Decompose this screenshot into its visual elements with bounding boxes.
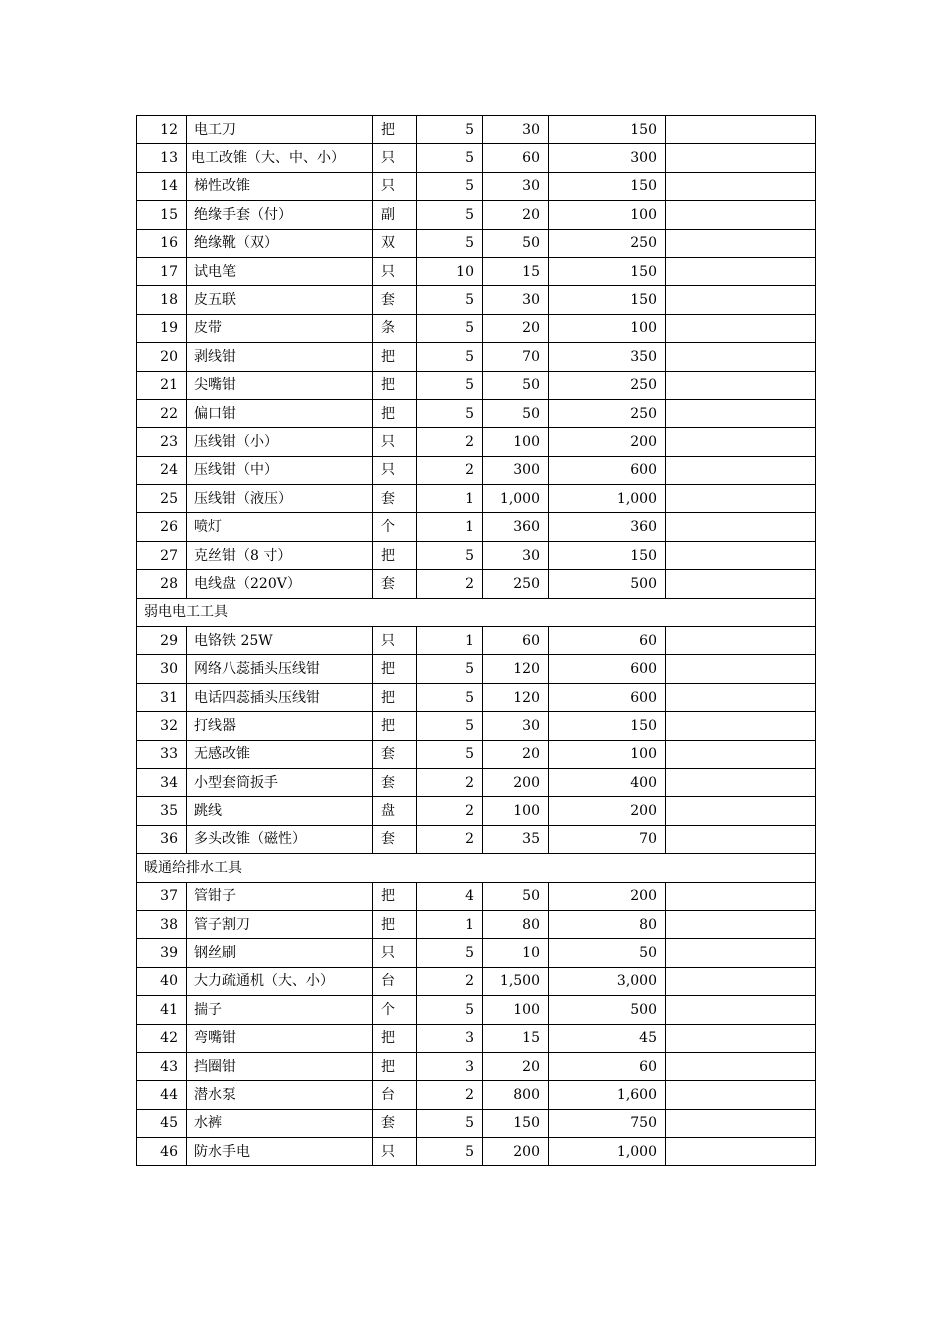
item-unit-price: 300 (483, 456, 549, 484)
table-row (137, 1052, 816, 1080)
item-name: 电工刀 (187, 116, 373, 144)
item-unit: 套 (373, 825, 417, 853)
item-number: 18 (137, 286, 187, 314)
item-number: 45 (137, 1109, 187, 1137)
item-name: 梯性改锥 (187, 172, 373, 200)
item-quantity: 1 (417, 513, 483, 541)
item-name: 电线盘（220V） (187, 570, 373, 598)
table-row (137, 740, 816, 768)
item-unit: 台 (373, 967, 417, 995)
item-quantity: 5 (417, 371, 483, 399)
item-note (666, 996, 816, 1024)
item-name: 跳线 (187, 797, 373, 825)
item-note (666, 1138, 816, 1166)
item-total: 150 (549, 286, 666, 314)
item-unit-price: 60 (483, 627, 549, 655)
item-total: 150 (549, 712, 666, 740)
table-row (137, 286, 816, 314)
item-unit: 套 (373, 768, 417, 796)
item-unit: 套 (373, 740, 417, 768)
item-quantity: 5 (417, 1138, 483, 1166)
item-total: 1,000 (549, 1138, 666, 1166)
item-unit: 把 (373, 371, 417, 399)
item-quantity: 5 (417, 740, 483, 768)
item-quantity: 1 (417, 485, 483, 513)
item-note (666, 116, 816, 144)
item-number: 35 (137, 797, 187, 825)
item-name: 电铬铁 25W (187, 627, 373, 655)
item-note (666, 541, 816, 569)
item-unit: 套 (373, 1109, 417, 1137)
item-unit-price: 30 (483, 286, 549, 314)
item-unit-price: 20 (483, 1052, 549, 1080)
item-number: 22 (137, 399, 187, 427)
item-name: 压线钳（小） (187, 428, 373, 456)
item-note (666, 286, 816, 314)
item-unit-price: 150 (483, 1109, 549, 1137)
item-number: 37 (137, 882, 187, 910)
item-name: 弯嘴钳 (187, 1024, 373, 1052)
item-name: 挡圈钳 (187, 1052, 373, 1080)
table-row (137, 343, 816, 371)
item-quantity: 5 (417, 996, 483, 1024)
item-total: 600 (549, 655, 666, 683)
item-number: 43 (137, 1052, 187, 1080)
item-total: 70 (549, 825, 666, 853)
item-total: 200 (549, 797, 666, 825)
item-total: 300 (549, 144, 666, 172)
item-quantity: 5 (417, 399, 483, 427)
item-unit: 把 (373, 1052, 417, 1080)
item-name: 克丝钳（8 寸） (187, 541, 373, 569)
item-total: 350 (549, 343, 666, 371)
table-row (137, 655, 816, 683)
item-total: 150 (549, 541, 666, 569)
table-row (137, 172, 816, 200)
item-note (666, 882, 816, 910)
item-number: 19 (137, 314, 187, 342)
table-row (137, 825, 816, 853)
item-quantity: 5 (417, 712, 483, 740)
item-unit: 套 (373, 286, 417, 314)
item-unit: 把 (373, 712, 417, 740)
table-row (137, 513, 816, 541)
item-quantity: 2 (417, 768, 483, 796)
item-quantity: 10 (417, 257, 483, 285)
item-note (666, 910, 816, 938)
item-unit: 只 (373, 1138, 417, 1166)
item-number: 26 (137, 513, 187, 541)
item-quantity: 2 (417, 797, 483, 825)
item-unit-price: 50 (483, 229, 549, 257)
item-note (666, 343, 816, 371)
table-row (137, 627, 816, 655)
item-total: 100 (549, 201, 666, 229)
item-note (666, 428, 816, 456)
item-total: 400 (549, 768, 666, 796)
table-row (137, 541, 816, 569)
item-total: 150 (549, 116, 666, 144)
item-unit-price: 10 (483, 939, 549, 967)
item-number: 27 (137, 541, 187, 569)
item-note (666, 570, 816, 598)
item-quantity: 5 (417, 541, 483, 569)
item-unit-price: 50 (483, 371, 549, 399)
item-number: 21 (137, 371, 187, 399)
item-quantity: 2 (417, 456, 483, 484)
table-row (137, 257, 816, 285)
item-unit: 把 (373, 399, 417, 427)
item-note (666, 1109, 816, 1137)
table-row (137, 967, 816, 995)
item-total: 100 (549, 740, 666, 768)
item-unit-price: 360 (483, 513, 549, 541)
item-unit-price: 1,500 (483, 967, 549, 995)
item-note (666, 1052, 816, 1080)
item-number: 30 (137, 655, 187, 683)
item-total: 600 (549, 683, 666, 711)
item-total: 45 (549, 1024, 666, 1052)
item-unit: 只 (373, 627, 417, 655)
item-number: 41 (137, 996, 187, 1024)
item-unit: 把 (373, 882, 417, 910)
item-name: 管子割刀 (187, 910, 373, 938)
item-quantity: 5 (417, 144, 483, 172)
item-unit-price: 200 (483, 768, 549, 796)
item-total: 150 (549, 172, 666, 200)
item-quantity: 5 (417, 286, 483, 314)
item-unit: 只 (373, 456, 417, 484)
item-quantity: 5 (417, 343, 483, 371)
table-row (137, 910, 816, 938)
item-note (666, 740, 816, 768)
tools-table (136, 115, 816, 1166)
item-unit-price: 80 (483, 910, 549, 938)
item-note (666, 485, 816, 513)
item-name: 压线钳（中） (187, 456, 373, 484)
item-name: 电工改锥（大、中、小） (187, 144, 373, 172)
item-note (666, 768, 816, 796)
table-row (137, 428, 816, 456)
item-unit-price: 250 (483, 570, 549, 598)
table-row (137, 712, 816, 740)
item-total: 1,000 (549, 485, 666, 513)
item-unit: 双 (373, 229, 417, 257)
item-name: 钢丝刷 (187, 939, 373, 967)
item-note (666, 144, 816, 172)
item-quantity: 5 (417, 172, 483, 200)
item-unit: 只 (373, 144, 417, 172)
item-unit-price: 50 (483, 882, 549, 910)
item-quantity: 5 (417, 201, 483, 229)
item-total: 3,000 (549, 967, 666, 995)
section-title: 暖通给排水工具 (137, 854, 816, 882)
item-unit-price: 20 (483, 740, 549, 768)
item-total: 60 (549, 627, 666, 655)
item-unit: 把 (373, 910, 417, 938)
item-name: 偏口钳 (187, 399, 373, 427)
item-unit-price: 30 (483, 712, 549, 740)
table-row (137, 116, 816, 144)
item-number: 40 (137, 967, 187, 995)
item-name: 大力疏通机（大、小） (187, 967, 373, 995)
item-note (666, 655, 816, 683)
item-unit-price: 20 (483, 201, 549, 229)
item-quantity: 2 (417, 1081, 483, 1109)
item-unit-price: 120 (483, 683, 549, 711)
item-unit-price: 30 (483, 541, 549, 569)
table-row (137, 229, 816, 257)
item-number: 25 (137, 485, 187, 513)
item-quantity: 1 (417, 627, 483, 655)
section-row (137, 598, 816, 626)
item-unit: 只 (373, 939, 417, 967)
item-name: 潜水泵 (187, 1081, 373, 1109)
table-row (137, 1138, 816, 1166)
item-unit: 把 (373, 683, 417, 711)
item-unit-price: 30 (483, 116, 549, 144)
item-total: 600 (549, 456, 666, 484)
item-unit-price: 100 (483, 996, 549, 1024)
item-note (666, 201, 816, 229)
item-total: 80 (549, 910, 666, 938)
item-quantity: 5 (417, 939, 483, 967)
item-note (666, 1024, 816, 1052)
item-unit-price: 1,000 (483, 485, 549, 513)
item-name: 网络八蕊插头压线钳 (187, 655, 373, 683)
item-quantity: 5 (417, 116, 483, 144)
item-note (666, 314, 816, 342)
item-unit-price: 100 (483, 428, 549, 456)
item-unit: 台 (373, 1081, 417, 1109)
item-quantity: 5 (417, 655, 483, 683)
item-total: 750 (549, 1109, 666, 1137)
item-unit: 个 (373, 996, 417, 1024)
table-row (137, 314, 816, 342)
item-unit: 把 (373, 541, 417, 569)
item-total: 60 (549, 1052, 666, 1080)
item-note (666, 967, 816, 995)
table-row (137, 683, 816, 711)
table-row (137, 1024, 816, 1052)
item-number: 33 (137, 740, 187, 768)
item-number: 28 (137, 570, 187, 598)
table-row (137, 456, 816, 484)
table-row (137, 399, 816, 427)
item-unit-price: 30 (483, 172, 549, 200)
item-name: 无感改锥 (187, 740, 373, 768)
item-unit-price: 20 (483, 314, 549, 342)
item-unit-price: 100 (483, 797, 549, 825)
table-row (137, 485, 816, 513)
item-unit-price: 50 (483, 399, 549, 427)
item-name: 小型套筒扳手 (187, 768, 373, 796)
item-total: 50 (549, 939, 666, 967)
item-name: 尖嘴钳 (187, 371, 373, 399)
item-unit-price: 35 (483, 825, 549, 853)
item-number: 20 (137, 343, 187, 371)
item-quantity: 5 (417, 314, 483, 342)
item-name: 电话四蕊插头压线钳 (187, 683, 373, 711)
table-row (137, 144, 816, 172)
item-unit: 只 (373, 172, 417, 200)
item-number: 17 (137, 257, 187, 285)
item-number: 42 (137, 1024, 187, 1052)
item-name: 管钳子 (187, 882, 373, 910)
item-unit: 把 (373, 343, 417, 371)
item-quantity: 3 (417, 1052, 483, 1080)
item-quantity: 2 (417, 428, 483, 456)
item-total: 200 (549, 428, 666, 456)
table-row (137, 797, 816, 825)
item-unit: 只 (373, 428, 417, 456)
item-note (666, 627, 816, 655)
item-quantity: 2 (417, 825, 483, 853)
item-name: 皮带 (187, 314, 373, 342)
item-number: 32 (137, 712, 187, 740)
item-unit: 套 (373, 485, 417, 513)
item-number: 31 (137, 683, 187, 711)
item-total: 100 (549, 314, 666, 342)
item-unit: 盘 (373, 797, 417, 825)
table-row (137, 1081, 816, 1109)
item-unit-price: 800 (483, 1081, 549, 1109)
item-quantity: 1 (417, 910, 483, 938)
item-number: 16 (137, 229, 187, 257)
item-note (666, 825, 816, 853)
section-row (137, 854, 816, 882)
item-name: 喷灯 (187, 513, 373, 541)
item-number: 46 (137, 1138, 187, 1166)
item-note (666, 797, 816, 825)
item-number: 34 (137, 768, 187, 796)
item-number: 14 (137, 172, 187, 200)
item-total: 500 (549, 996, 666, 1024)
item-total: 250 (549, 229, 666, 257)
item-unit-price: 70 (483, 343, 549, 371)
item-note (666, 712, 816, 740)
item-unit: 套 (373, 570, 417, 598)
table-row (137, 201, 816, 229)
item-total: 250 (549, 371, 666, 399)
table-body (137, 116, 816, 1166)
item-name: 揣子 (187, 996, 373, 1024)
item-unit: 把 (373, 655, 417, 683)
table-row (137, 996, 816, 1024)
item-number: 38 (137, 910, 187, 938)
item-note (666, 371, 816, 399)
item-unit: 把 (373, 116, 417, 144)
item-note (666, 513, 816, 541)
item-quantity: 5 (417, 229, 483, 257)
item-number: 13 (137, 144, 187, 172)
item-note (666, 1081, 816, 1109)
item-note (666, 229, 816, 257)
item-note (666, 939, 816, 967)
item-number: 12 (137, 116, 187, 144)
item-name: 打线器 (187, 712, 373, 740)
item-note (666, 172, 816, 200)
item-note (666, 399, 816, 427)
item-total: 500 (549, 570, 666, 598)
item-total: 250 (549, 399, 666, 427)
item-total: 1,600 (549, 1081, 666, 1109)
item-unit: 条 (373, 314, 417, 342)
item-name: 皮五联 (187, 286, 373, 314)
item-quantity: 5 (417, 683, 483, 711)
item-unit-price: 200 (483, 1138, 549, 1166)
item-number: 23 (137, 428, 187, 456)
table-row (137, 1109, 816, 1137)
item-name: 剥线钳 (187, 343, 373, 371)
item-number: 39 (137, 939, 187, 967)
item-total: 150 (549, 257, 666, 285)
item-unit-price: 120 (483, 655, 549, 683)
table-row (137, 882, 816, 910)
item-unit: 把 (373, 1024, 417, 1052)
item-note (666, 683, 816, 711)
item-unit-price: 15 (483, 1024, 549, 1052)
item-unit: 副 (373, 201, 417, 229)
item-name: 防水手电 (187, 1138, 373, 1166)
section-title: 弱电电工工具 (137, 598, 816, 626)
item-note (666, 257, 816, 285)
item-number: 24 (137, 456, 187, 484)
table-row (137, 371, 816, 399)
item-number: 44 (137, 1081, 187, 1109)
item-unit: 个 (373, 513, 417, 541)
item-quantity: 2 (417, 967, 483, 995)
item-name: 试电笔 (187, 257, 373, 285)
item-number: 29 (137, 627, 187, 655)
item-name: 水裤 (187, 1109, 373, 1137)
item-quantity: 4 (417, 882, 483, 910)
item-name: 多头改锥（磁性） (187, 825, 373, 853)
table-row (137, 570, 816, 598)
item-name: 绝缘靴（双） (187, 229, 373, 257)
item-number: 15 (137, 201, 187, 229)
item-quantity: 2 (417, 570, 483, 598)
item-number: 36 (137, 825, 187, 853)
item-unit-price: 60 (483, 144, 549, 172)
item-total: 360 (549, 513, 666, 541)
table-row (137, 768, 816, 796)
item-total: 200 (549, 882, 666, 910)
item-unit-price: 15 (483, 257, 549, 285)
item-unit: 只 (373, 257, 417, 285)
item-name: 绝缘手套（付） (187, 201, 373, 229)
item-quantity: 5 (417, 1109, 483, 1137)
item-quantity: 3 (417, 1024, 483, 1052)
item-note (666, 456, 816, 484)
item-name: 压线钳（液压） (187, 485, 373, 513)
table-row (137, 939, 816, 967)
